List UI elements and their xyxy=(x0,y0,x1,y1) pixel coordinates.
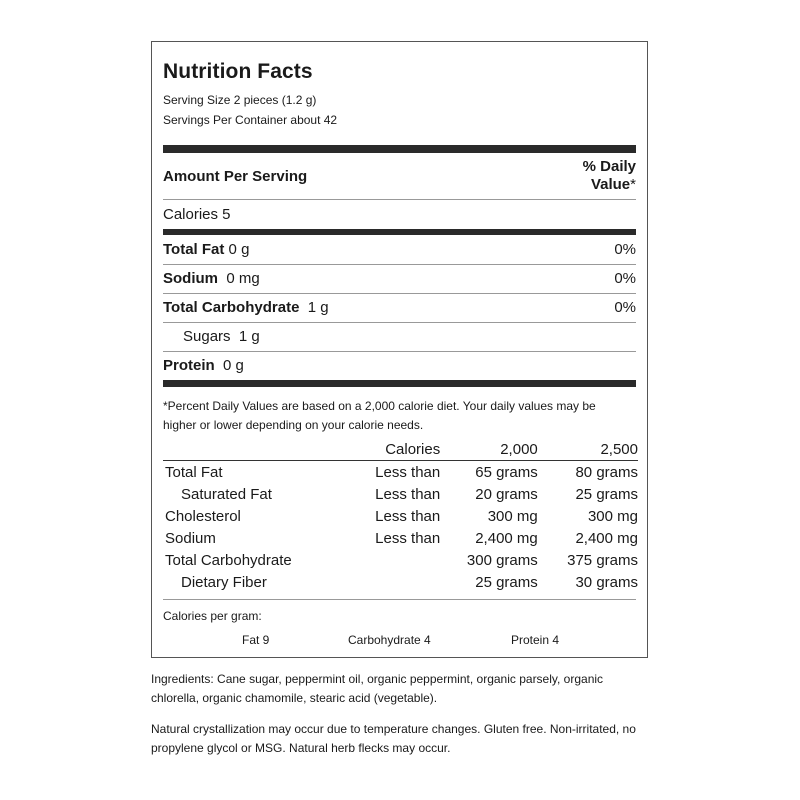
table-cell xyxy=(362,571,440,593)
nutrient-name: Total Carbohydrate xyxy=(163,299,300,316)
table-row xyxy=(163,461,638,484)
divider xyxy=(163,322,636,323)
table-cell: Total Carbohydrate xyxy=(165,551,292,569)
nutrient-row xyxy=(163,328,636,348)
calories-per-gram: Calories per gram: xyxy=(163,609,262,623)
table-cell: 2,500 xyxy=(538,439,638,461)
table-cell: 2,400 mg xyxy=(475,529,538,547)
divider xyxy=(163,199,636,200)
table-cell: Dietary Fiber xyxy=(181,573,267,591)
table-cell: 65 grams xyxy=(475,463,538,481)
thick-divider xyxy=(163,229,636,235)
cal-fat: Fat 9 xyxy=(242,633,270,647)
ingredients-text: Ingredients: Cane sugar, peppermint oil, organic peppermint, organic parsely, organic chlorella, organic chamomile, stearic acid (vegetable). xyxy=(151,672,604,705)
divider xyxy=(163,599,636,600)
cal-protein: Protein 4 xyxy=(511,633,560,647)
thick-divider xyxy=(163,380,636,387)
nutrient-row xyxy=(163,357,636,377)
table-row xyxy=(163,483,638,505)
daily-value-heading xyxy=(583,158,636,194)
calories-row xyxy=(163,206,636,226)
nutrient-amount: 0 g xyxy=(224,241,250,258)
daily-value-footnote: *Percent Daily Values are based on a 2,000 calorie diet. Your daily values may be higher or lower depending on your calorie needs. xyxy=(163,399,596,432)
table-cell: 300 mg xyxy=(587,507,638,525)
table-cell: Less than xyxy=(375,507,441,525)
amount-per-serving: Amount Per Serving xyxy=(163,168,308,185)
nutrient-row xyxy=(163,299,636,319)
product-note: Natural crystallization may occur due to temperature changes. Gluten free. Non-irritated, no propylene glycol or MSG. Natural herb flecks may occur. xyxy=(151,722,636,755)
nutrition-facts-panel xyxy=(151,41,648,658)
divider xyxy=(163,293,636,294)
nutrient-row xyxy=(163,270,636,290)
table-row xyxy=(163,527,638,549)
nutrient-amount: 1 g xyxy=(299,299,329,316)
table-cell xyxy=(163,439,362,461)
table-cell: 300 mg xyxy=(487,507,538,525)
cal-carbohydrate: Carbohydrate 4 xyxy=(348,633,431,647)
table-cell: Cholesterol xyxy=(165,507,241,525)
table-cell: 20 grams xyxy=(475,485,538,503)
table-cell: Total Fat xyxy=(165,463,223,481)
divider xyxy=(163,264,636,265)
nutrient-amount: 0 mg xyxy=(218,270,260,287)
table-row xyxy=(163,549,638,571)
table-cell: Calories xyxy=(362,439,440,461)
daily-value-line1: % Daily xyxy=(582,158,636,175)
servings-per-container: Servings Per Container about 42 xyxy=(163,113,338,127)
table-cell: Less than xyxy=(375,463,441,481)
daily-value-line2: Value* xyxy=(590,176,636,193)
serving-size: Serving Size 2 pieces (1.2 g) xyxy=(163,93,317,107)
table-cell: Sodium xyxy=(165,529,216,547)
table-row xyxy=(163,505,638,527)
nutrient-pct: 0% xyxy=(614,270,636,287)
table-cell: 2,000 xyxy=(440,439,538,461)
table-cell: 25 grams xyxy=(475,573,538,591)
table-cell: 25 grams xyxy=(575,485,638,503)
nutrient-row xyxy=(163,241,636,261)
nutrient-pct: 0% xyxy=(614,241,636,258)
daily-values-table xyxy=(163,439,638,593)
divider xyxy=(163,351,636,352)
table-cell: 375 grams xyxy=(567,551,638,569)
table-cell: Saturated Fat xyxy=(181,485,272,503)
label-title: Nutrition Facts xyxy=(163,60,313,83)
table-cell: Less than xyxy=(375,529,441,547)
table-cell: Less than xyxy=(375,485,441,503)
table-cell: 30 grams xyxy=(575,573,638,591)
table-cell xyxy=(362,549,440,571)
table-header-row xyxy=(163,439,638,461)
nutrient-name: Sugars xyxy=(183,328,231,345)
table-cell: 2,400 mg xyxy=(575,529,638,547)
nutrient-name: Total Fat xyxy=(163,241,225,258)
table-cell: 300 grams xyxy=(466,551,538,569)
nutrient-name: Protein xyxy=(163,357,215,374)
nutrient-name: Sodium xyxy=(163,270,218,287)
table-row xyxy=(163,571,638,593)
nutrient-pct: 0% xyxy=(614,299,636,316)
thick-divider xyxy=(163,145,636,153)
table-cell: 80 grams xyxy=(575,463,638,481)
nutrient-amount: 0 g xyxy=(214,357,244,374)
nutrient-amount: 1 g xyxy=(230,328,260,345)
calories-value: Calories 5 xyxy=(163,206,231,223)
